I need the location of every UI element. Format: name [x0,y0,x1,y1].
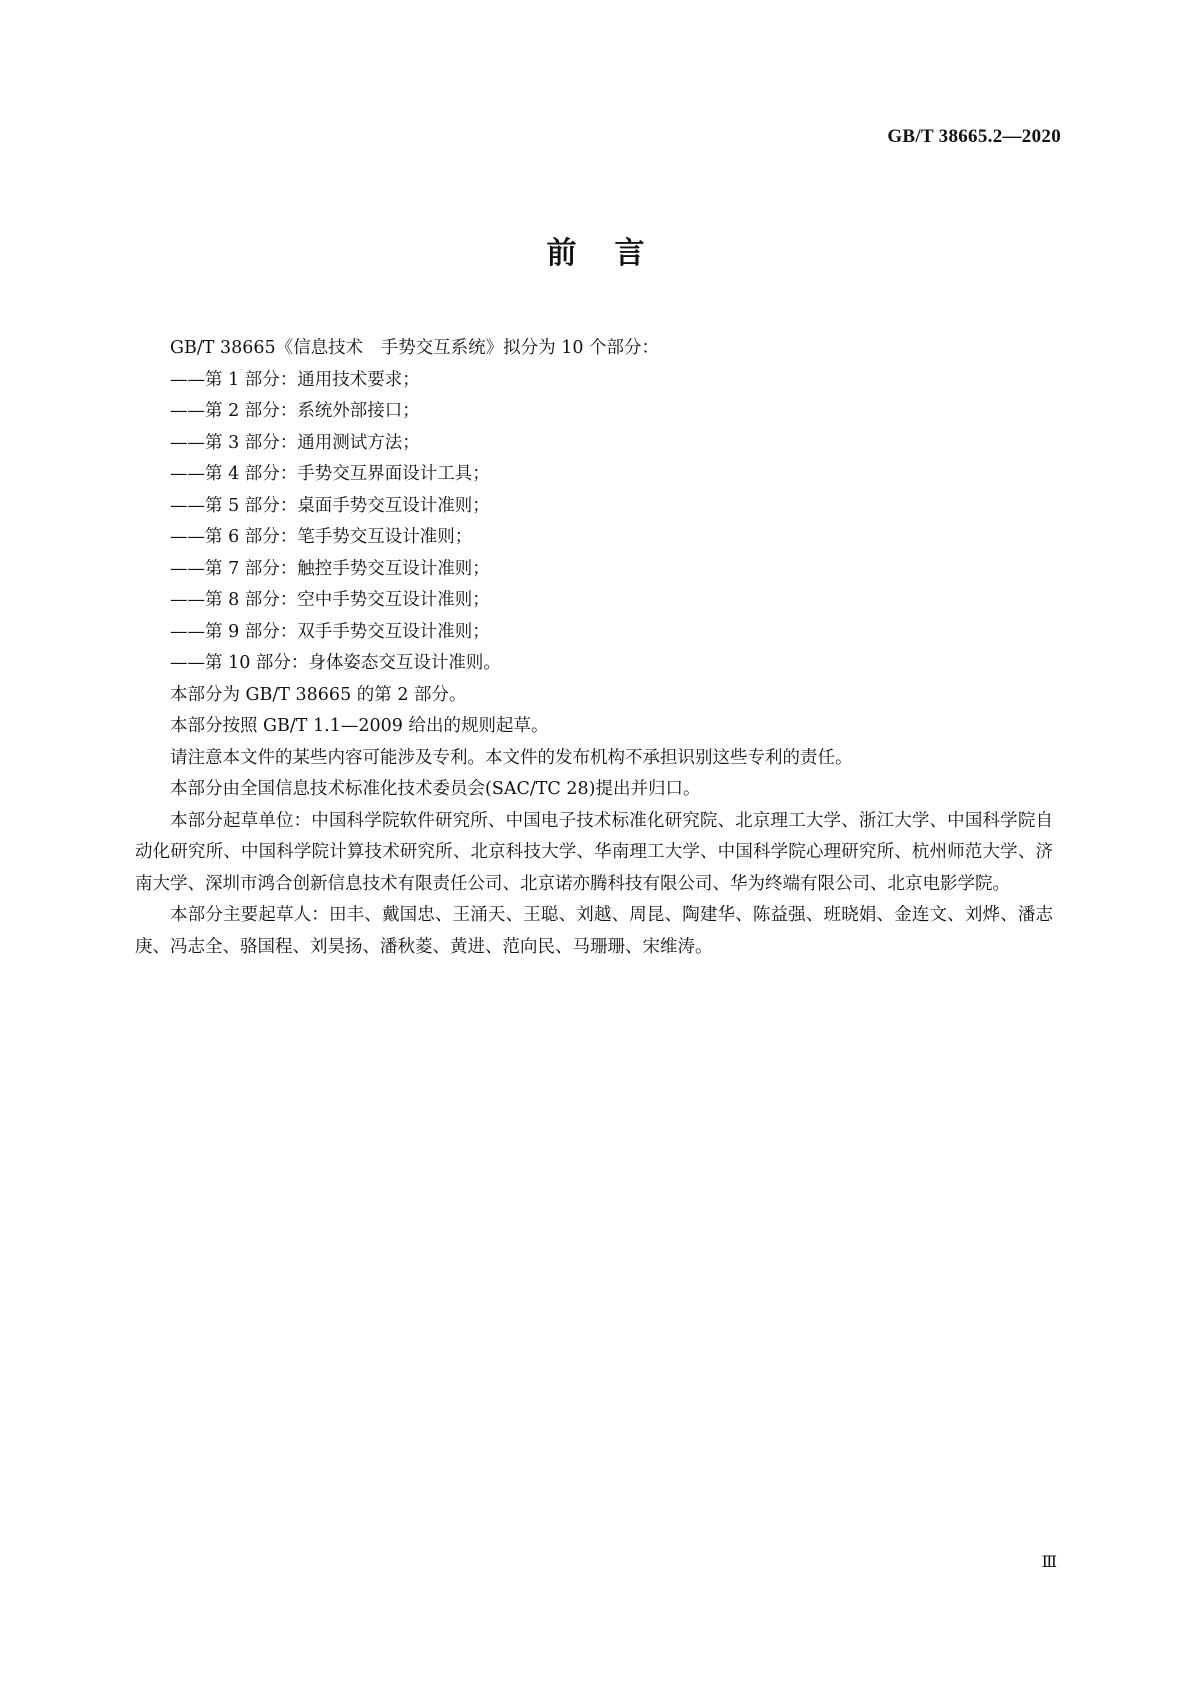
part-item-9: ——第 9 部分：双手手势交互设计准则； [170,621,490,642]
part-item-7: ——第 7 部分：触控手势交互设计准则； [170,558,490,579]
foreword-body [135,333,1053,963]
part-item-8: ——第 8 部分：空中手势交互设计准则； [170,590,490,610]
proposed-by-paragraph: 本部分由全国信息技术标准化技术委员会(SAC/TC 28)提出并归口。 [170,779,701,799]
part-item-5: ——第 5 部分：桌面手势交互设计准则； [170,495,490,516]
part-item-4: ——第 4 部分：手势交互界面设计工具； [170,464,490,484]
drafting-rules-paragraph: 本部分按照 GB/T 1.1—2009 给出的规则起草。 [170,716,549,736]
main-drafters-paragraph: 本部分主要起草人：田丰、戴国忠、王涌天、王聪、刘越、周昆、陶建华、陈益强、班晓娟、金连文、刘烨、潘志庚、冯志全、骆国程、刘昊扬、潘秋菱、黄进、范向民、马珊珊、宋维涛。 [135,905,1053,957]
drafting-units-paragraph: 本部分起草单位：中国科学院软件研究所、中国电子技术标准化研究院、北京理工大学、浙江大学、中国科学院自动化研究所、中国科学院计算技术研究所、北京科技大学、华南理工大学、中国科学院心理研究所、杭州师范大学、济南大学、深圳市鸿合创新信息技术有限责任公司、北京诺亦腾科技有限公司、华为终端有限公司、北京电影学院。 [135,810,1053,894]
part-item-10: ——第 10 部分：身体姿态交互设计准则。 [170,653,501,673]
part-item-2: ——第 2 部分：系统外部接口； [170,401,420,421]
standard-code: GB/T 38665.2—2020 [887,126,1061,147]
patent-notice-paragraph: 请注意本文件的某些内容可能涉及专利。本文件的发布机构不承担识别这些专利的责任。 [170,747,853,768]
page-number: Ⅲ [1041,1554,1057,1571]
page-title: 前言 [546,236,683,271]
intro-paragraph: GB/T 38665《信息技术 手势交互系统》拟分为 10 个部分： [170,338,660,358]
part-item-6: ——第 6 部分：笔手势交互设计准则； [170,527,473,547]
part-item-3: ——第 3 部分：通用测试方法； [170,432,420,453]
this-part-paragraph: 本部分为 GB/T 38665 的第 2 部分。 [170,684,467,705]
part-item-1: ——第 1 部分：通用技术要求； [170,369,420,390]
